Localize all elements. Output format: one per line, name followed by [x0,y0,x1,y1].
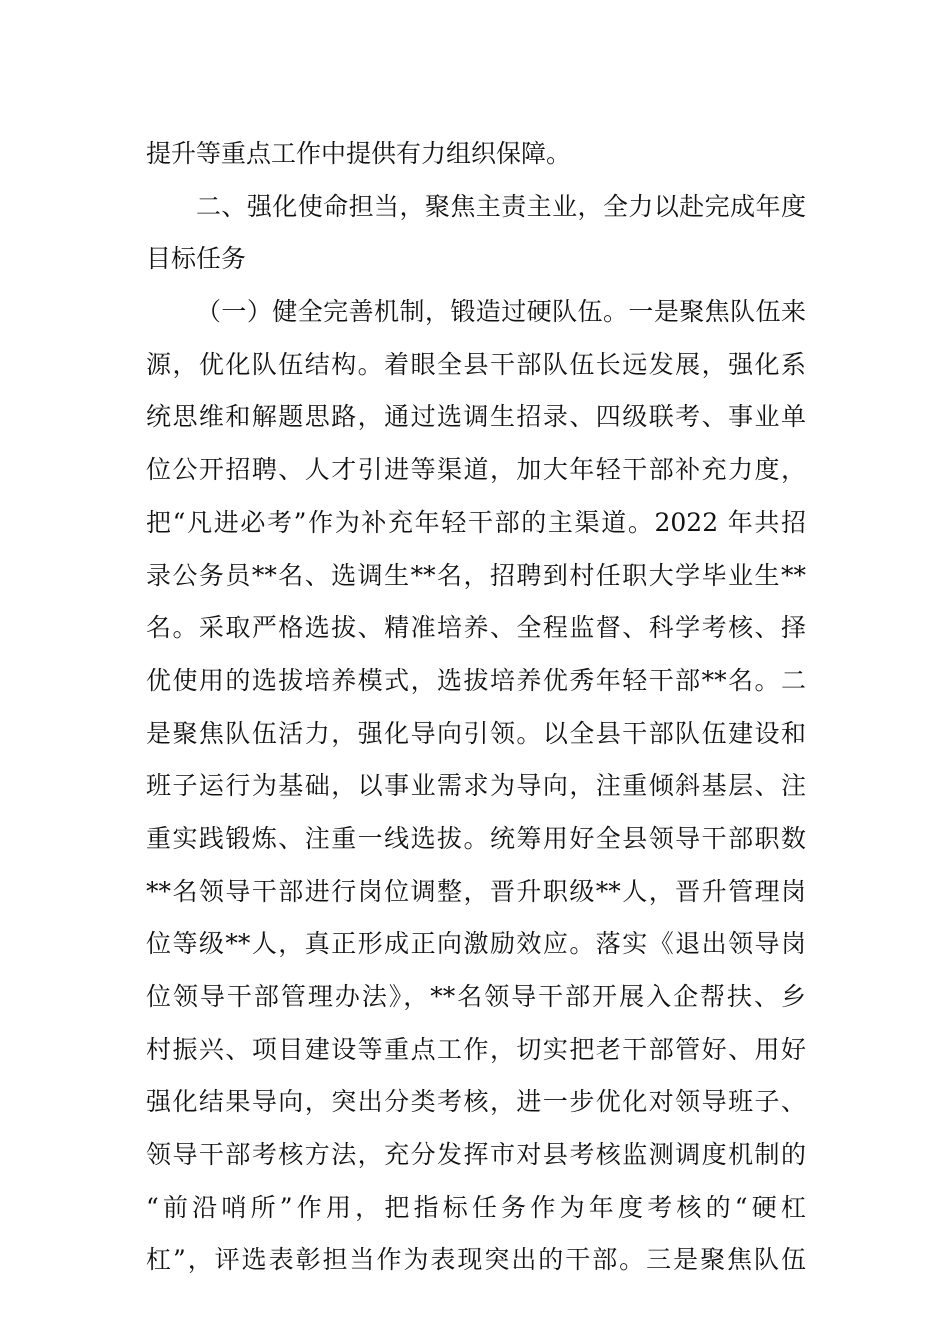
text-line: 把“凡进必考”作为补充年轻干部的主渠道。2022 年共招 [146,507,806,537]
document-body [146,128,806,1287]
text-line: 统思维和解题思路，通过选调生招录、四级联考、事业单 [146,402,806,432]
text-line: 村振兴、项目建设等重点工作，切实把老干部管好、用好 [146,1034,806,1064]
text-line: 录公务员**名、选调生**名，招聘到村任职大学毕业生** [146,560,806,590]
text-line: （一）健全完善机制，锻造过硬队伍。一是聚焦队伍来 [196,297,806,327]
text-line: 位公开招聘、人才引进等渠道，加大年轻干部补充力度， [146,455,806,485]
text-line: 提升等重点工作中提供有力组织保障。 [146,139,572,168]
text-line: 班子运行为基础，以事业需求为导向，注重倾斜基层、注 [146,771,806,801]
text-line: “前沿哨所”作用，把指标任务作为年度考核的“硬杠 [146,1192,806,1222]
text-line: 位等级**人，真正形成正向激励效应。落实《退出领导岗 [146,929,806,959]
text-line: 领导干部考核方法，充分发挥市对县考核监测调度机制的 [146,1140,806,1170]
text-line: 优使用的选拔培养模式，选拔培养优秀年轻干部**名。二 [146,665,806,695]
text-line: 源，优化队伍结构。着眼全县干部队伍长远发展，强化系 [146,349,806,379]
text-line: **名领导干部进行岗位调整，晋升职级**人，晋升管理岗 [146,876,806,906]
text-line: 杠”，评选表彰担当作为表现突出的干部。三是聚焦队伍 [146,1245,806,1275]
section-heading-line: 二、强化使命担当，聚焦主责主业，全力以赴完成年度 [196,191,806,221]
section-heading-line: 目标任务 [146,244,247,274]
text-line: 位领导干部管理办法》，**名领导干部开展入企帮扶、乡 [146,982,806,1011]
text-line: 强化结果导向，突出分类考核，进一步优化对领导班子、 [146,1087,806,1117]
text-line: 重实践锻炼、注重一线选拔。统筹用好全县领导干部职数 [146,823,806,853]
text-line: 名。采取严格选拔、精准培养、全程监督、科学考核、择 [146,613,806,643]
text-line: 是聚焦队伍活力，强化导向引领。以全县干部队伍建设和 [146,718,806,748]
